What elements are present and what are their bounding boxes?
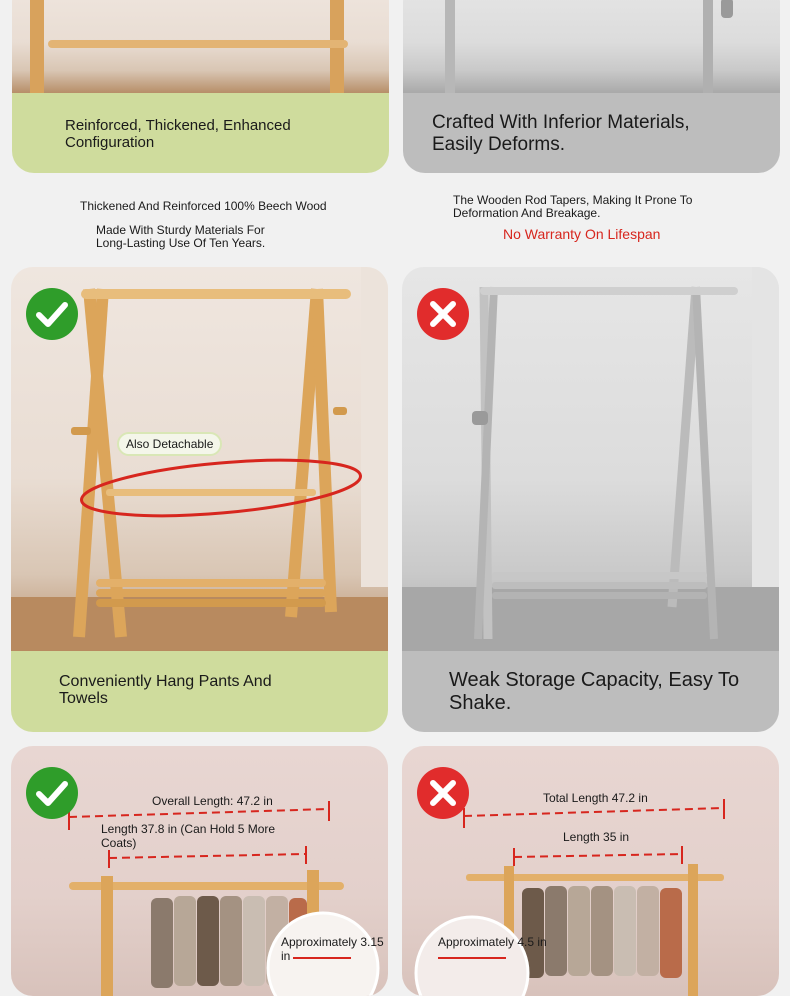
good-caption-top: Reinforced, Thickened, Enhanced Configuration [65, 117, 291, 151]
bad-caption-middle: Weak Storage Capacity, Easy To Shake. [449, 669, 740, 714]
bad-card-bottom [402, 746, 779, 996]
check-icon [26, 288, 78, 340]
bad-card-middle [402, 267, 779, 732]
cross-icon [417, 288, 469, 340]
bad-note-warning: No Warranty On Lifespan [503, 226, 661, 242]
inner-length-label: Length 35 in [563, 830, 630, 844]
good-rack-top-photo [12, 0, 389, 93]
overall-length-label: Overall Length: 47.2 in [152, 794, 273, 808]
bad-caption-bar [403, 93, 780, 173]
rod-diameter-label: Approximately 3.15 in [281, 935, 384, 963]
bad-caption-bar [402, 651, 779, 732]
good-note-line2: Made With Sturdy Materials For Long-Lasting Use Of Ten Years. [96, 223, 266, 250]
inner-length-label: Length 37.8 in (Can Hold 5 More Coats) [101, 822, 276, 850]
good-card-top [12, 0, 389, 173]
good-caption-middle: Conveniently Hang Pants And Towels [59, 673, 272, 707]
good-note-line1: Thickened And Reinforced 100% Beech Wood [80, 199, 327, 213]
bad-caption-top: Crafted With Inferior Materials, Easily Deforms. [432, 112, 690, 155]
good-card-middle [11, 267, 388, 732]
bad-note-line1: The Wooden Rod Tapers, Making It Prone To Deformation And Breakage. [453, 193, 693, 220]
cross-icon [417, 767, 469, 819]
total-length-label: Total Length 47.2 in [543, 791, 648, 805]
bad-card-top [403, 0, 780, 173]
rack-legs-illustration [12, 0, 389, 93]
good-card-bottom [11, 746, 388, 996]
good-caption-bar [11, 651, 388, 732]
good-caption-bar [12, 93, 389, 173]
check-icon [26, 767, 78, 819]
rack-legs-illustration [403, 0, 780, 93]
bad-rack-top-photo [403, 0, 780, 93]
detachable-label: Also Detachable [117, 432, 222, 456]
rod-diameter-label: Approximately 4.5 in [438, 935, 547, 949]
